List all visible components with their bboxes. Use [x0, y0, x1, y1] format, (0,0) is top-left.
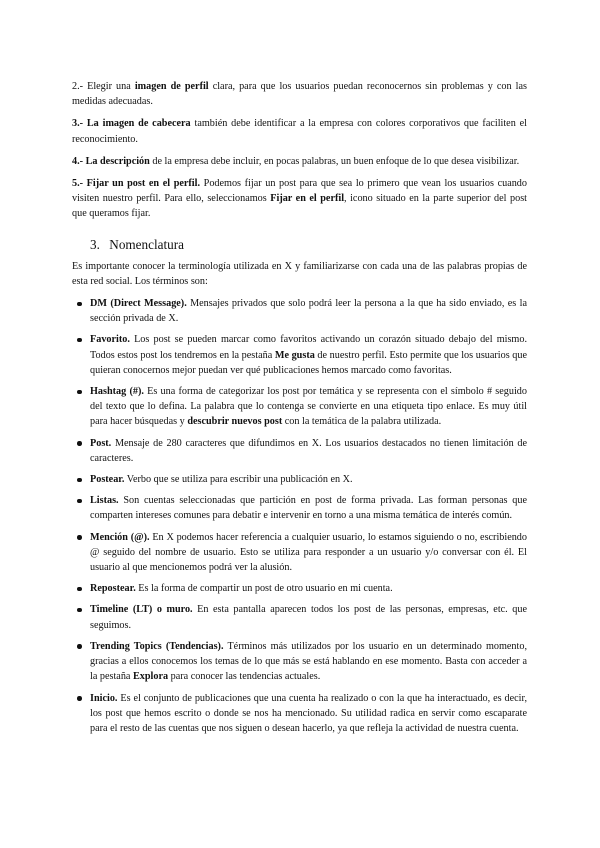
- bullet-icon: [77, 696, 82, 701]
- bullet-icon: [77, 478, 82, 483]
- intro-item-5: 5.- Fijar un post en el perfil. Podemos fijar un post para que sea lo primero que vean los usuarios cuando visiten nuestro perfil. Para ello, seleccionamos Fijar en el perfil, icono situado en la parte superior del post que queramos fijar.: [72, 178, 527, 220]
- page-content: [72, 79, 527, 742]
- term-item: Post. Mensaje de 280 caracteres que difundimos en X. Los usuarios destacados no tienen limitación de caracteres.: [72, 436, 527, 466]
- term-item: Mención (@). En X podemos hacer referencia a cualquier usuario, lo estamos siguiendo o no, escribiendo @ seguido del nombre de usuario. Esto se utiliza para responder a un usuario y/o conversar con él. El usuario al que mencionemos podrá ver la alusión.: [72, 530, 527, 576]
- terms-list: [72, 296, 527, 736]
- term-item: Inicio. Es el conjunto de publicaciones que una cuenta ha realizado o con la que ha interactuado, es decir, los post que hemos escrito o donde se nos ha mencionado. Su utilidad radica en servir como escaparate para el resto de las cuentas que nos siguen o desean hacerlo, ya que refleja la actividad de nuestra cuenta.: [72, 691, 527, 737]
- term-item: Trending Topics (Tendencias). Términos más utilizados por los usuario en un determinado momento, gracias a ellos conocemos los temas de lo que más se está hablando en ese momento. Basta con acceder a la pestaña Explora para conocer las tendencias actuales.: [72, 639, 527, 685]
- bullet-icon: [77, 608, 82, 613]
- term-item: Favorito. Los post se pueden marcar como favoritos activando un corazón situado debajo del mismo. Todos estos post los tendremos en la pestaña Me gusta de nuestro perfil. Esto permite que los usuarios que quieran conocernos mejor puedan ver qué publicaciones hemos marcado como favoritas.: [72, 332, 527, 378]
- bullet-icon: [77, 302, 82, 307]
- intro-item-2: 2.- Elegir una imagen de perfil clara, para que los usuarios puedan reconocernos sin problemas y con las medidas adecuadas.: [72, 81, 527, 108]
- intro-item-4: 4.- La descripción de la empresa debe incluir, en pocas palabras, un buen enfoque de lo que desea visibilizar.: [72, 155, 520, 167]
- term-item: Repostear. Es la forma de compartir un post de otro usuario en mi cuenta.: [72, 581, 527, 596]
- term-item: Timeline (LT) o muro. En esta pantalla aparecen todos los post de las personas, empresas, etc. que seguimos.: [72, 602, 527, 632]
- term-item: Postear. Verbo que se utiliza para escribir una publicación en X.: [72, 472, 527, 487]
- term-item: DM (Direct Message). Mensajes privados que solo podrá leer la persona a la que ha sido enviado, es la sección privada de X.: [72, 296, 527, 326]
- section-title: Nomenclatura: [109, 236, 184, 252]
- section-heading: [90, 236, 527, 253]
- term-item: Listas. Son cuentas seleccionadas que partición en post de forma privada. Las forman personas que comparten intereses comunes para debatir e intervenir en torno a una misma temática de interés común.: [72, 493, 527, 523]
- bullet-icon: [77, 338, 82, 343]
- intro-item-3: 3.- La imagen de cabecera también debe identificar a la empresa con colores corporativos que faciliten el reconocimiento.: [72, 118, 527, 145]
- bullet-icon: [77, 535, 82, 540]
- bullet-icon: [77, 441, 82, 446]
- bullet-icon: [77, 390, 82, 395]
- bullet-icon: [77, 644, 82, 649]
- section-intro: Es importante conocer la terminología utilizada en X y familiarizarse con cada una de las palabras propias de esta red social. Los términos son:: [72, 260, 527, 287]
- bullet-icon: [77, 499, 82, 504]
- section-number: 3.: [90, 236, 100, 252]
- term-item: Hashtag (#). Es una forma de categorizar los post por temática y se representa con el símbolo # seguido del texto que lo defina. La palabra que lo contenga se convierte en una etiqueta tipo enlace. Es muy útil para hacer búsquedas y descubrir nuevos post con la temática de la palabra utilizada.: [72, 384, 527, 430]
- bullet-icon: [77, 587, 82, 592]
